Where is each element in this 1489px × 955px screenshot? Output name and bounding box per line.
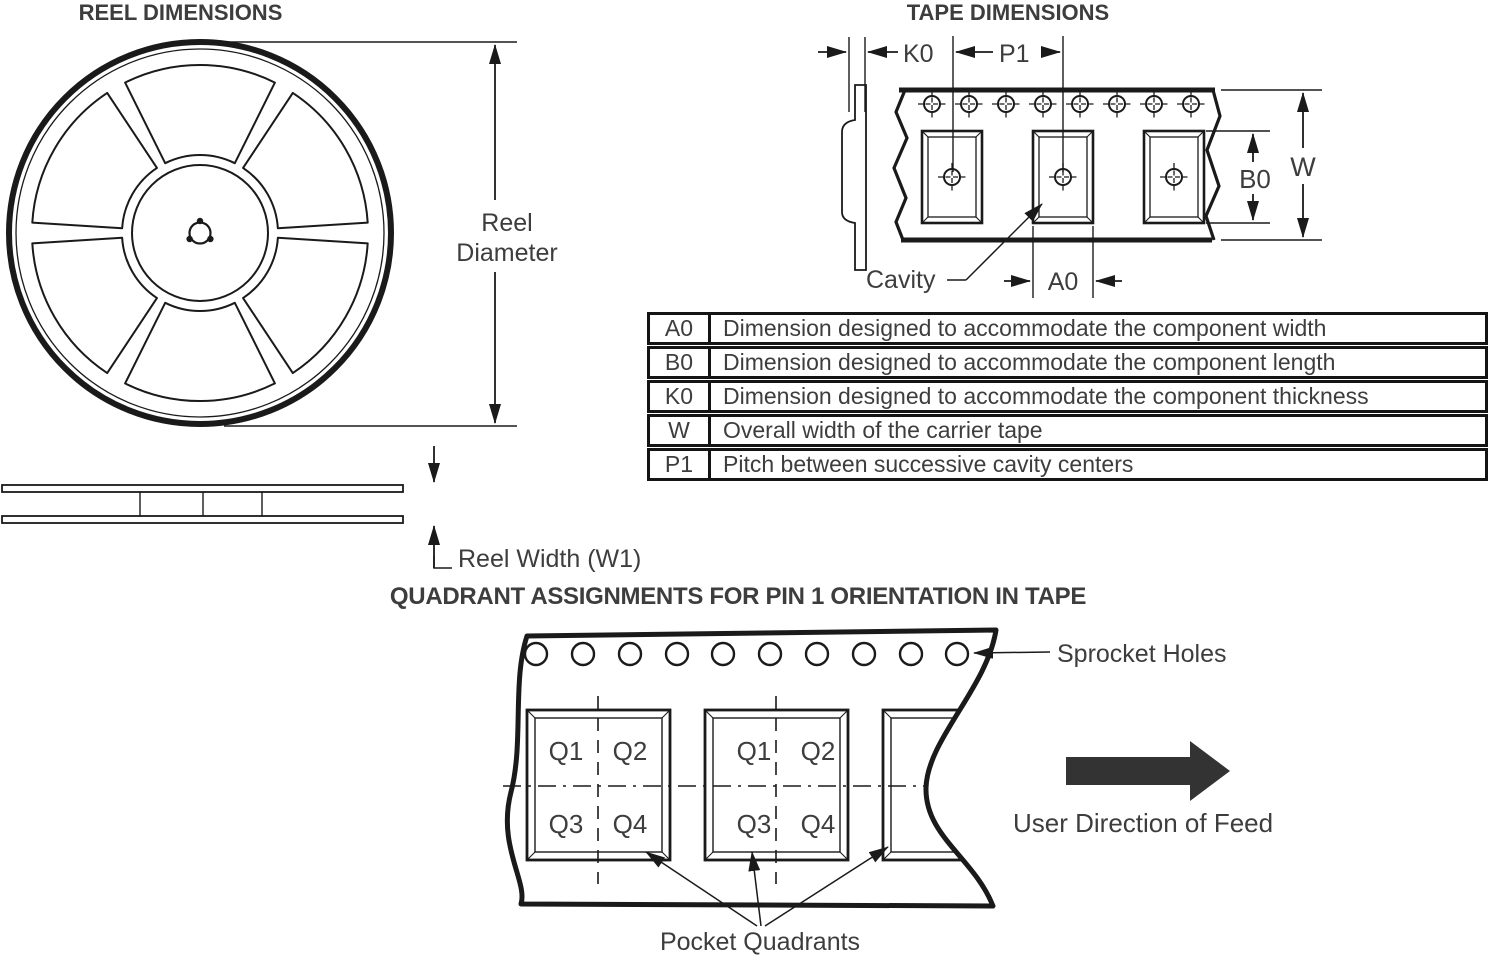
w-dimension — [1221, 90, 1322, 240]
quadrant-tape-outline — [507, 630, 996, 906]
dimension-symbol: B0 — [650, 349, 711, 376]
dimension-symbol: P1 — [650, 451, 711, 478]
a0-label: A0 — [1047, 268, 1079, 296]
pocket2-q2: Q2 — [800, 736, 836, 766]
sprocket-holes-label: Sprocket Holes — [1057, 640, 1227, 668]
dimension-description: Pitch between successive cavity centers — [723, 451, 1134, 477]
tape-side-profile — [842, 85, 866, 270]
pocket1-q2: Q2 — [612, 736, 648, 766]
tape-right-break-edge — [1206, 90, 1220, 240]
reel-spoke-windows — [17, 65, 383, 401]
reel-center-hole — [186, 218, 213, 244]
table-row — [647, 414, 1488, 447]
dimension-description: Overall width of the carrier tape — [723, 417, 1043, 443]
w-label: W — [1290, 152, 1316, 182]
quadrant-divider-lines — [503, 696, 926, 884]
pocket2-quadrant-labels — [737, 736, 836, 839]
dimension-description: Dimension designed to accommodate the component length — [723, 349, 1336, 375]
pocket-quadrants-callout — [646, 847, 888, 955]
dimension-symbol: W — [650, 417, 711, 444]
table-row — [647, 312, 1488, 345]
reel-hub — [132, 165, 268, 301]
feed-direction — [1013, 741, 1273, 838]
quadrant-tape — [503, 630, 1026, 906]
carrier-tape-top-view — [894, 90, 1220, 240]
cavity-label: Cavity — [866, 266, 936, 294]
reel-diameter-label-line2: Diameter — [456, 239, 558, 267]
a0-dimension — [1004, 226, 1122, 298]
reel-front-view — [9, 42, 391, 424]
dimension-description: Dimension designed to accommodate the component width — [723, 315, 1327, 341]
pocket2-q3: Q3 — [736, 809, 772, 839]
reel-side-view — [2, 485, 403, 523]
dimension-table — [647, 312, 1488, 482]
k0-dimension — [818, 37, 934, 112]
sprocket-holes-callout — [974, 640, 1227, 668]
reel-width-label: Reel Width (W1) — [458, 545, 642, 573]
feed-direction-label: User Direction of Feed — [1013, 808, 1274, 838]
tape-dimensions-title: TAPE DIMENSIONS — [906, 0, 1110, 25]
pocket1-q4: Q4 — [612, 809, 648, 839]
b0-label: B0 — [1239, 164, 1271, 194]
reel-diameter-label-line1: Reel — [481, 209, 533, 237]
table-row — [647, 380, 1488, 413]
pocket2-q1: Q1 — [736, 736, 772, 766]
pocket-quadrants-label: Pocket Quadrants — [659, 928, 861, 955]
reel-width-dimension — [434, 446, 641, 573]
sprocket-hole-row-bottom — [525, 643, 968, 665]
quadrant-assignments-title: QUADRANT ASSIGNMENTS FOR PIN 1 ORIENTATION IN TAPE — [389, 583, 1087, 610]
dimension-symbol: K0 — [650, 383, 711, 410]
pocket1-q1: Q1 — [548, 736, 584, 766]
table-row — [647, 346, 1488, 379]
feed-direction-arrow-icon — [1066, 741, 1230, 801]
sprocket-hole-row — [918, 90, 1205, 118]
dimension-description: Dimension designed to accommodate the component thickness — [723, 383, 1369, 409]
table-row — [647, 448, 1488, 481]
pocket1-q3: Q3 — [548, 809, 584, 839]
k0-label: K0 — [903, 40, 934, 68]
p1-label: P1 — [999, 40, 1030, 68]
tape-left-break-edge — [894, 90, 907, 240]
pocket2-q4: Q4 — [800, 809, 836, 839]
dimension-symbol: A0 — [650, 315, 711, 342]
reel-dimensions-title: REEL DIMENSIONS — [78, 0, 283, 25]
